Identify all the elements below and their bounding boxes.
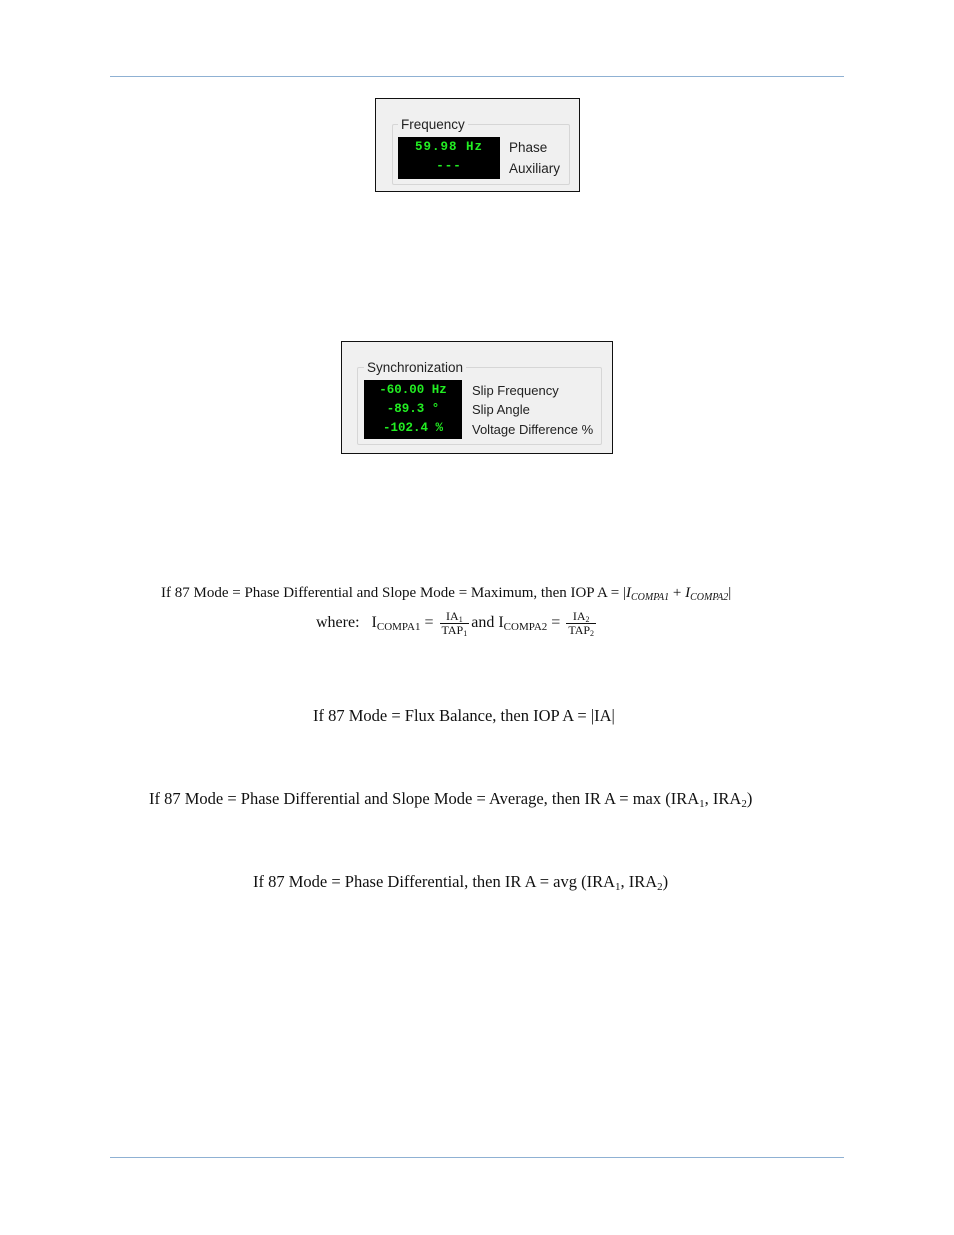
eq2-and: and (471, 614, 495, 632)
eq5-mid: , IRA (620, 872, 658, 891)
eq5-sub1: 1 (615, 881, 621, 893)
eq4-sub1: 1 (699, 798, 705, 810)
eq5-sub2: 2 (657, 881, 663, 893)
eq2-f1-den: TAP (441, 623, 464, 637)
eq2-equals-2: = (551, 614, 561, 632)
eq2-where: where: (316, 614, 360, 632)
eq2-f2-den: TAP (568, 623, 591, 637)
eq2-fraction-2 (566, 610, 596, 637)
eq2-i1: I (371, 614, 377, 632)
eq2-f1-num-sub: 1 (458, 615, 463, 624)
eq4-sub2: 2 (741, 798, 747, 810)
eq2-f2-num-sub: 2 (585, 615, 590, 624)
equation-maximum-slope (161, 583, 731, 603)
eq4-end: ) (746, 789, 753, 808)
eq2-fraction-1 (440, 610, 470, 637)
synchronization-display (364, 380, 462, 439)
footer-rule (110, 1157, 844, 1158)
eq1-term1: I (626, 585, 631, 601)
header-rule (110, 76, 844, 77)
voltage-difference-label: Voltage Difference % (472, 422, 594, 437)
eq2-equals-1: = (424, 614, 434, 632)
slip-frequency-label: Slip Frequency (472, 383, 559, 398)
phase-label: Phase (509, 140, 548, 155)
voltage-difference-value: -102.4 % (382, 421, 443, 435)
eq2-f2-num: IA (572, 609, 586, 623)
phase-frequency-value: 59.98 Hz (414, 140, 483, 154)
eq5-text: If 87 Mode = Phase Differential, then IR A = avg (IRA (253, 872, 615, 891)
equation-average-slope (149, 789, 752, 809)
slip-frequency-value: -60.00 Hz (379, 383, 447, 397)
eq1-lhs: If 87 Mode = Phase Differential and Slope Mode = Maximum, then IOP A = | (161, 585, 626, 601)
slip-angle-value: -89.3 ° (386, 402, 440, 416)
eq1-term2-sub: COMPA2 (690, 592, 729, 603)
auxiliary-label: Auxiliary (509, 161, 561, 176)
equation-flux-balance: If 87 Mode = Flux Balance, then IOP A = |IA| (313, 706, 615, 725)
synchronization-title: Synchronization (364, 360, 466, 376)
eq1-term1-sub: COMPA1 (631, 592, 670, 603)
eq2-f2-den-sub: 2 (590, 629, 595, 638)
eq2-f1-den-sub: 1 (463, 629, 468, 638)
eq2-i2: I (498, 614, 504, 632)
frequency-panel (375, 98, 580, 192)
eq2-i2-sub: COMPA2 (503, 621, 548, 634)
eq5-end: ) (662, 872, 669, 891)
eq2-i1-sub: COMPA1 (376, 621, 421, 634)
eq1-plus: + (669, 585, 686, 601)
eq4-mid: , IRA (704, 789, 742, 808)
equation-compensated-currents (316, 610, 598, 637)
synchronization-panel (341, 341, 613, 454)
eq1-term2: I (685, 585, 691, 601)
auxiliary-frequency-value: --- (436, 159, 462, 173)
eq2-f1-num: IA (446, 609, 459, 623)
eq1-close: | (728, 585, 732, 601)
frequency-title: Frequency (398, 117, 468, 133)
slip-angle-label: Slip Angle (472, 402, 530, 417)
eq4-text: If 87 Mode = Phase Differential and Slope Mode = Average, then IR A = max (IRA (149, 789, 700, 808)
equation-phase-differential (253, 872, 668, 892)
frequency-display (398, 137, 500, 179)
